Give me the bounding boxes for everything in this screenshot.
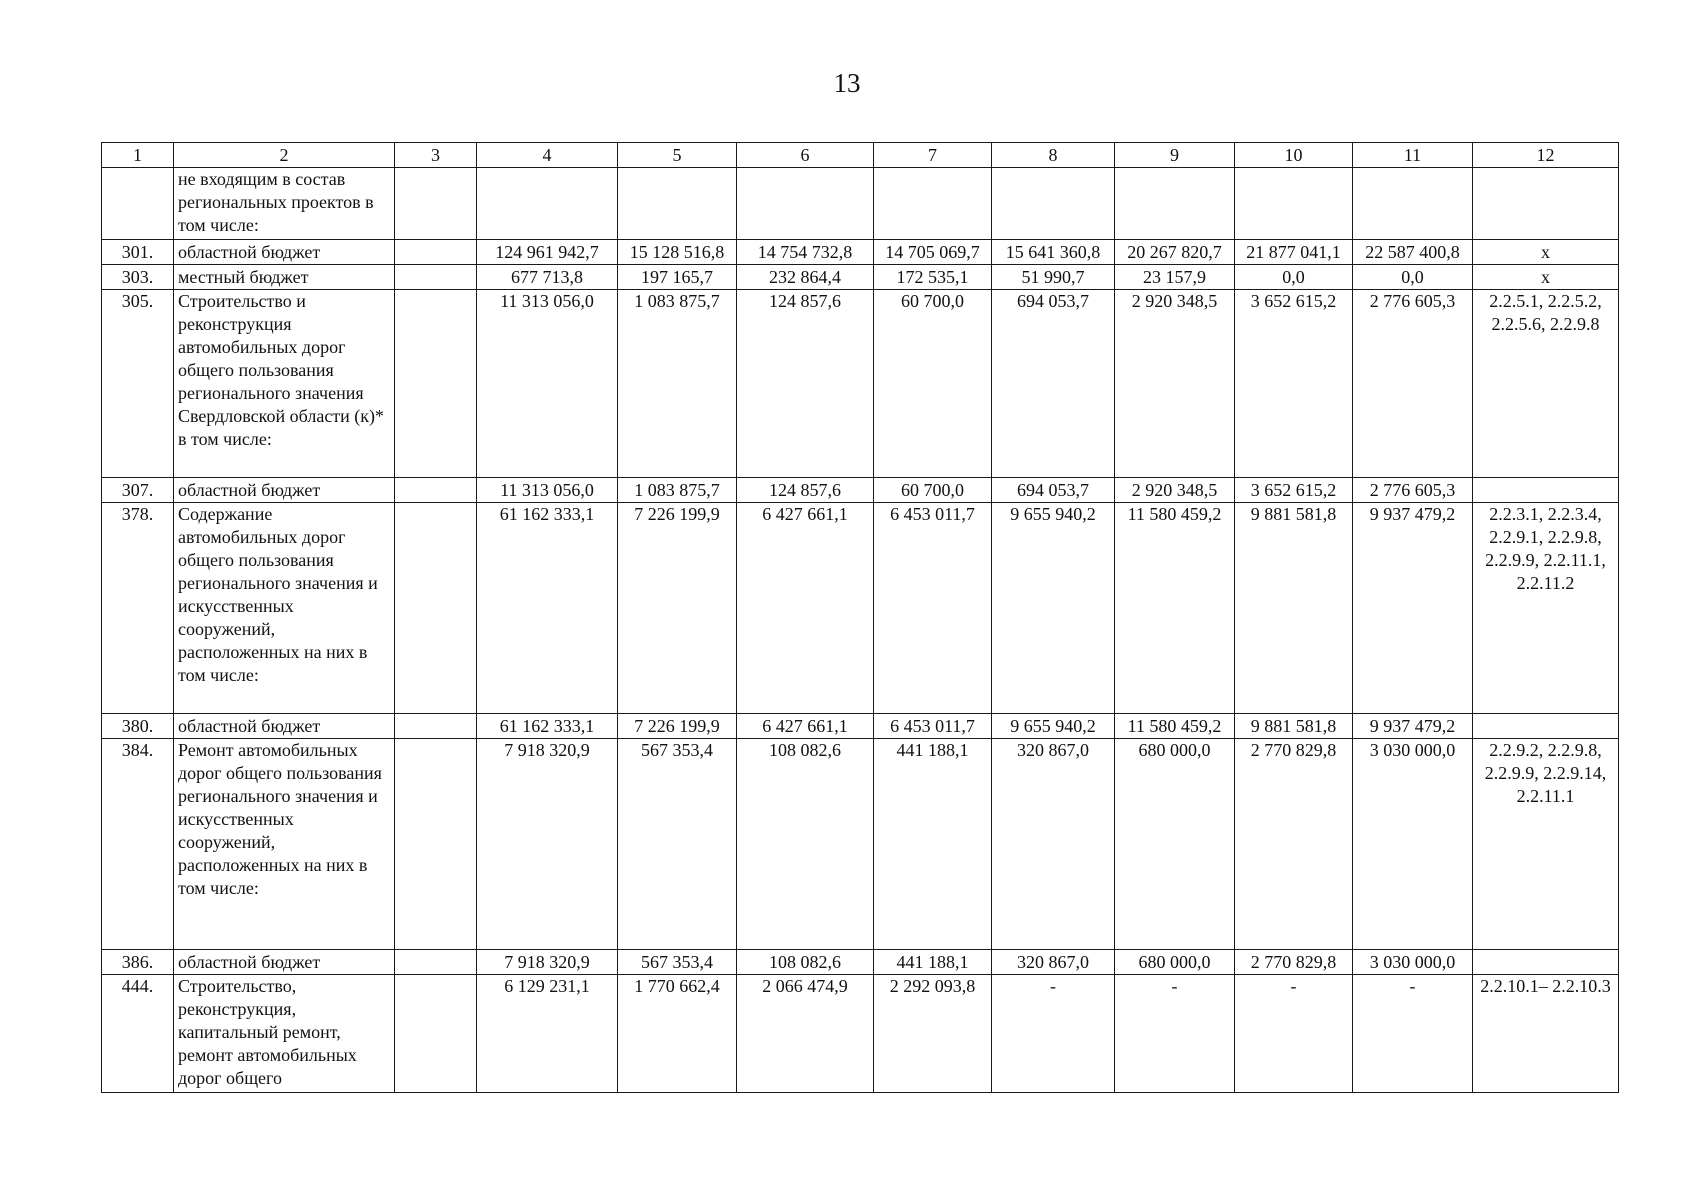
cell-value: 20 267 820,7: [1115, 240, 1235, 265]
cell-value: [1115, 168, 1235, 240]
cell-value: 14 705 069,7: [874, 240, 992, 265]
table-row: [102, 478, 1619, 503]
row-name: областной бюджет: [174, 240, 395, 265]
cell-reference: [1473, 168, 1619, 240]
budget-table: [101, 142, 1619, 1093]
cell-value: [618, 168, 737, 240]
cell-value: 11 580 459,2: [1115, 503, 1235, 714]
column-header: 2: [174, 143, 395, 168]
cell-value: [737, 168, 874, 240]
cell-value: 680 000,0: [1115, 950, 1235, 975]
column-header: 4: [477, 143, 618, 168]
cell-value: 124 857,6: [737, 478, 874, 503]
table-row: [102, 168, 1619, 240]
table-row: [102, 950, 1619, 975]
cell-reference: [1473, 714, 1619, 739]
cell-value: 677 713,8: [477, 265, 618, 290]
cell-value: 51 990,7: [992, 265, 1115, 290]
column-header: 10: [1235, 143, 1353, 168]
cell-value: 197 165,7: [618, 265, 737, 290]
cell-value: 2 920 348,5: [1115, 478, 1235, 503]
cell-value: 6 453 011,7: [874, 503, 992, 714]
cell-value: 172 535,1: [874, 265, 992, 290]
cell-value: 1 083 875,7: [618, 290, 737, 478]
cell-value: 124 961 942,7: [477, 240, 618, 265]
cell-value: 7 918 320,9: [477, 739, 618, 950]
cell-value: 9 937 479,2: [1353, 503, 1473, 714]
cell-value: 567 353,4: [618, 739, 737, 950]
row-number: [102, 168, 174, 240]
column-header: 1: [102, 143, 174, 168]
cell-value: 2 292 093,8: [874, 975, 992, 1093]
cell-value: 61 162 333,1: [477, 503, 618, 714]
cell-value: [1235, 168, 1353, 240]
cell-value: 2 776 605,3: [1353, 478, 1473, 503]
cell-value: 694 053,7: [992, 478, 1115, 503]
header-row: [102, 143, 1619, 168]
cell-value: -: [992, 975, 1115, 1093]
row-col3: [395, 240, 477, 265]
row-name: областной бюджет: [174, 950, 395, 975]
cell-value: 108 082,6: [737, 950, 874, 975]
cell-value: 22 587 400,8: [1353, 240, 1473, 265]
row-col3: [395, 290, 477, 478]
cell-value: 61 162 333,1: [477, 714, 618, 739]
cell-value: 11 313 056,0: [477, 478, 618, 503]
cell-value: 23 157,9: [1115, 265, 1235, 290]
table-row: [102, 714, 1619, 739]
row-col3: [395, 739, 477, 950]
row-col3: [395, 950, 477, 975]
cell-value: 7 226 199,9: [618, 503, 737, 714]
cell-value: 694 053,7: [992, 290, 1115, 478]
cell-value: 320 867,0: [992, 739, 1115, 950]
cell-value: 60 700,0: [874, 290, 992, 478]
cell-value: 3 652 615,2: [1235, 290, 1353, 478]
cell-value: 567 353,4: [618, 950, 737, 975]
column-header: 11: [1353, 143, 1473, 168]
row-name: не входящим в состав региональных проектов в том числе:: [174, 168, 395, 240]
cell-value: 3 030 000,0: [1353, 739, 1473, 950]
row-number: 380.: [102, 714, 174, 739]
column-header: 6: [737, 143, 874, 168]
row-number: 301.: [102, 240, 174, 265]
column-header: 3: [395, 143, 477, 168]
cell-reference: х: [1473, 265, 1619, 290]
cell-value: 21 877 041,1: [1235, 240, 1353, 265]
cell-value: 9 655 940,2: [992, 714, 1115, 739]
table-row: [102, 240, 1619, 265]
row-number: 305.: [102, 290, 174, 478]
row-number: 386.: [102, 950, 174, 975]
cell-reference: 2.2.5.1, 2.2.5.2, 2.2.5.6, 2.2.9.8: [1473, 290, 1619, 478]
cell-value: 2 920 348,5: [1115, 290, 1235, 478]
cell-reference: [1473, 478, 1619, 503]
cell-value: 441 188,1: [874, 739, 992, 950]
cell-reference: [1473, 950, 1619, 975]
cell-reference: 2.2.10.1– 2.2.10.3: [1473, 975, 1619, 1093]
cell-value: -: [1235, 975, 1353, 1093]
cell-value: 9 655 940,2: [992, 503, 1115, 714]
cell-value: 1 770 662,4: [618, 975, 737, 1093]
cell-value: -: [1353, 975, 1473, 1093]
cell-value: 3 030 000,0: [1353, 950, 1473, 975]
cell-value: [874, 168, 992, 240]
cell-value: 124 857,6: [737, 290, 874, 478]
cell-value: 2 776 605,3: [1353, 290, 1473, 478]
cell-value: 108 082,6: [737, 739, 874, 950]
row-number: 444.: [102, 975, 174, 1093]
table-row: [102, 265, 1619, 290]
cell-value: 1 083 875,7: [618, 478, 737, 503]
cell-value: 9 881 581,8: [1235, 503, 1353, 714]
row-col3: [395, 478, 477, 503]
cell-value: 0,0: [1353, 265, 1473, 290]
row-name: областной бюджет: [174, 714, 395, 739]
cell-value: 3 652 615,2: [1235, 478, 1353, 503]
cell-value: [1353, 168, 1473, 240]
cell-reference: 2.2.9.2, 2.2.9.8, 2.2.9.9, 2.2.9.14, 2.2.11.1: [1473, 739, 1619, 950]
cell-value: 2 770 829,8: [1235, 950, 1353, 975]
column-header: 9: [1115, 143, 1235, 168]
cell-value: 14 754 732,8: [737, 240, 874, 265]
row-name: Ремонт автомобильных дорог общего пользования регионального значения и искусственных сооружений, расположенных на них в том числе:: [174, 739, 395, 950]
cell-value: 11 313 056,0: [477, 290, 618, 478]
cell-value: 680 000,0: [1115, 739, 1235, 950]
column-header: 7: [874, 143, 992, 168]
page-number: 13: [833, 68, 861, 98]
row-name: Строительство, реконструкция, капитальный ремонт, ремонт автомобильных дорог общего: [174, 975, 395, 1093]
row-number: 384.: [102, 739, 174, 950]
table-row: [102, 290, 1619, 478]
cell-value: [992, 168, 1115, 240]
cell-value: 6 129 231,1: [477, 975, 618, 1093]
row-name: Строительство и реконструкция автомобильных дорог общего пользования регионального значения Свердловской области (к)* в том числе:: [174, 290, 395, 478]
cell-value: 320 867,0: [992, 950, 1115, 975]
column-header: 12: [1473, 143, 1619, 168]
cell-value: 6 453 011,7: [874, 714, 992, 739]
cell-reference: 2.2.3.1, 2.2.3.4, 2.2.9.1, 2.2.9.8, 2.2.9.9, 2.2.11.1, 2.2.11.2: [1473, 503, 1619, 714]
row-col3: [395, 168, 477, 240]
row-col3: [395, 265, 477, 290]
cell-value: 9 937 479,2: [1353, 714, 1473, 739]
cell-value: 7 226 199,9: [618, 714, 737, 739]
cell-value: 9 881 581,8: [1235, 714, 1353, 739]
cell-value: 6 427 661,1: [737, 714, 874, 739]
cell-value: 0,0: [1235, 265, 1353, 290]
table-row: [102, 975, 1619, 1093]
cell-value: 2 770 829,8: [1235, 739, 1353, 950]
cell-value: 15 128 516,8: [618, 240, 737, 265]
cell-value: [477, 168, 618, 240]
cell-reference: х: [1473, 240, 1619, 265]
row-number: 307.: [102, 478, 174, 503]
cell-value: 11 580 459,2: [1115, 714, 1235, 739]
row-number: 378.: [102, 503, 174, 714]
row-name: местный бюджет: [174, 265, 395, 290]
table-row: [102, 739, 1619, 950]
cell-value: 2 066 474,9: [737, 975, 874, 1093]
row-col3: [395, 975, 477, 1093]
row-col3: [395, 714, 477, 739]
row-number: 303.: [102, 265, 174, 290]
cell-value: 6 427 661,1: [737, 503, 874, 714]
column-header: 8: [992, 143, 1115, 168]
table-row: [102, 503, 1619, 714]
cell-value: 441 188,1: [874, 950, 992, 975]
row-name: Содержание автомобильных дорог общего пользования регионального значения и искусственных сооружений, расположенных на них в том числе:: [174, 503, 395, 714]
column-header: 5: [618, 143, 737, 168]
cell-value: -: [1115, 975, 1235, 1093]
cell-value: 7 918 320,9: [477, 950, 618, 975]
cell-value: 60 700,0: [874, 478, 992, 503]
cell-value: 15 641 360,8: [992, 240, 1115, 265]
cell-value: 232 864,4: [737, 265, 874, 290]
row-name: областной бюджет: [174, 478, 395, 503]
row-col3: [395, 503, 477, 714]
